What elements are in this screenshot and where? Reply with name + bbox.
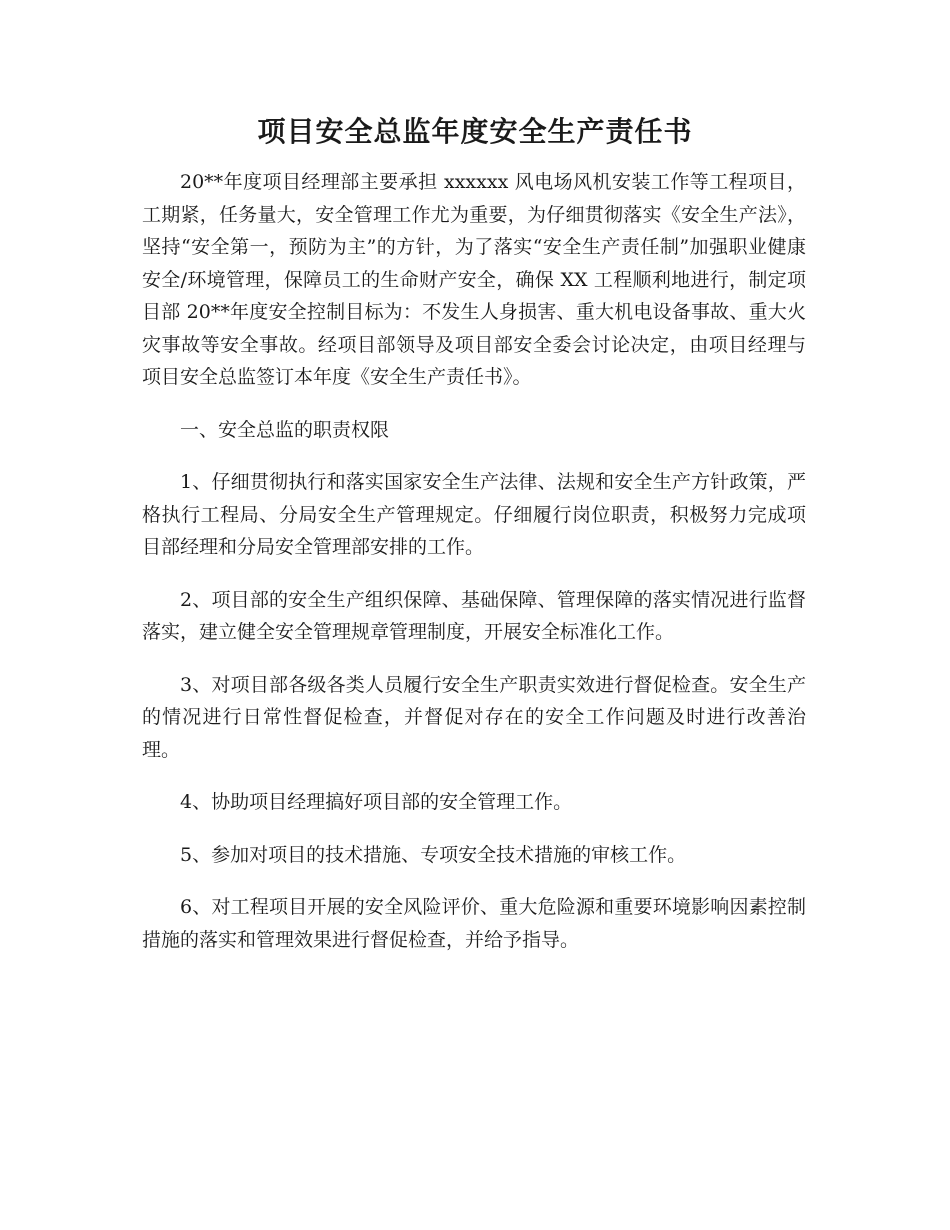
duty-item-6: 6、对工程项目开展的安全风险评价、重大危险源和重要环境影响因素控制措施的落实和管理效果进行督促检查，并给予指导。 xyxy=(142,896,806,951)
document-body xyxy=(142,166,806,956)
duty-item-5: 5、参加对项目的技术措施、专项安全技术措施的审核工作。 xyxy=(180,843,687,866)
intro-paragraph: 20**年度项目经理部主要承担 xxxxxx 风电场风机安装工作等工程项目，工期紧，任务量大，安全管理工作尤为重要，为仔细贯彻落实《安全生产法》，坚持“安全第一，预防为主”的方针，为了落实“安全生产责任制”加强职业健康安全/环境管理，保障员工的生命财产安全，确保 XX 工程顺利地进行，制定项目部 20**年度安全控制目标为：不发生人身损害、重大机电设备事故、重大火灾事故等安全事故。经项目部领导及项目部安全委会讨论决定，由项目经理与项目安全总监签订本年度《安全生产责任书》。 xyxy=(142,171,806,388)
duty-item-4: 4、协助项目经理搞好项目部的安全管理工作。 xyxy=(180,791,573,813)
duty-item-2: 2、项目部的安全生产组织保障、基础保障、管理保障的落实情况进行监督落实，建立健全安全管理规章管理制度，开展安全标准化工作。 xyxy=(142,588,806,643)
duty-item-1: 1、仔细贯彻执行和落实国家安全生产法律、法规和安全生产方针政策，严格执行工程局、分局安全生产管理规定。仔细履行岗位职责，积极努力完成项目部经理和分局安全管理部安排的工作。 xyxy=(142,471,806,558)
duty-item-3: 3、对项目部各级各类人员履行安全生产职责实效进行督促检查。安全生产的情况进行日常性督促检查，并督促对存在的安全工作问题及时进行改善治理。 xyxy=(142,673,806,761)
document-title: 项目安全总监年度安全生产责任书 xyxy=(257,115,693,148)
section-heading: 一、安全总监的职责权限 xyxy=(180,418,390,441)
